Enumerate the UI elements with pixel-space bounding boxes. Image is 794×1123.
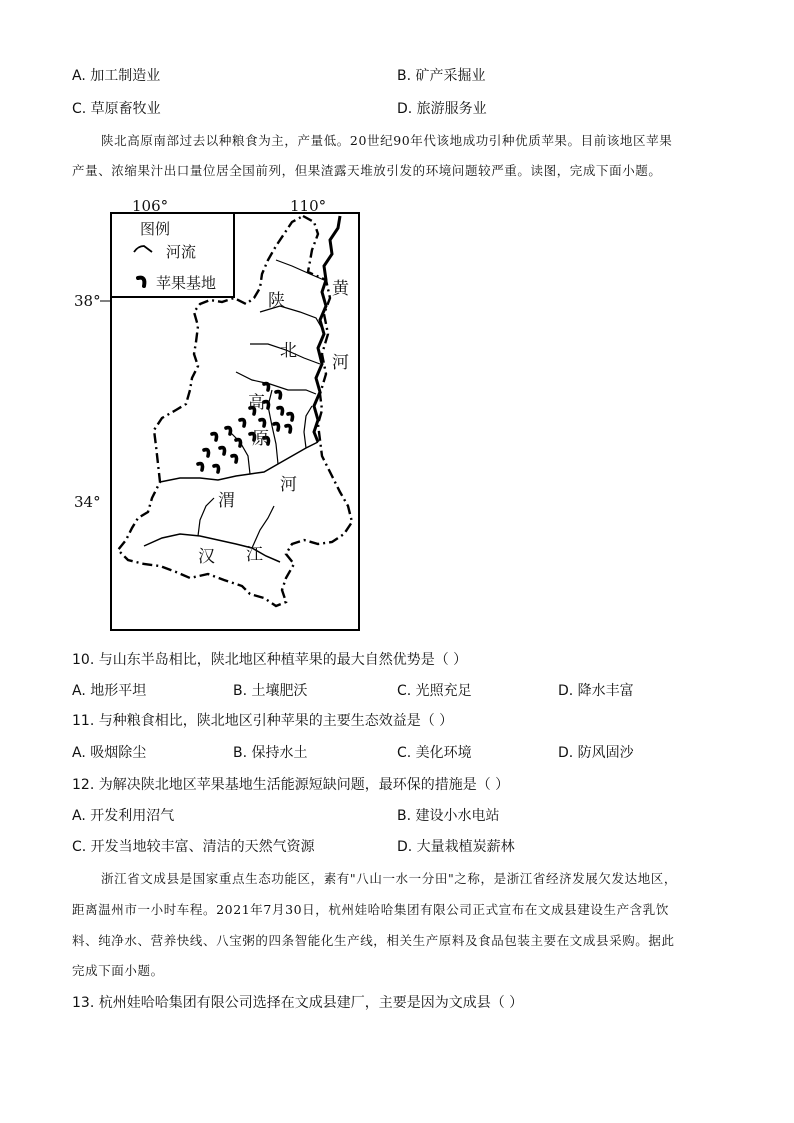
- q9-option-c: C. 草原畜牧业: [72, 101, 161, 117]
- q9-option-b: B. 矿产采掘业: [397, 68, 486, 84]
- label-he-wei: 河: [280, 475, 297, 495]
- lat-34-label: 34°: [74, 493, 101, 511]
- legend-apple-label: 苹果基地: [156, 274, 217, 292]
- label-bei: 北: [280, 341, 297, 361]
- q13-stem: 13. 杭州娃哈哈集团有限公司选择在文成县建厂，主要是因为文成县（ ）: [72, 995, 524, 1011]
- han-tributary-2: [252, 506, 274, 548]
- q9-option-d: D. 旅游服务业: [397, 101, 487, 117]
- q12-option-b: B. 建设小水电站: [397, 808, 500, 824]
- q10-stem: 10. 与山东半岛相比，陕北地区种植苹果的最大自然优势是（ ）: [72, 652, 468, 668]
- q10-option-c: C. 光照充足: [397, 683, 472, 699]
- label-gao: 高: [248, 393, 265, 413]
- label-huang: 黄: [332, 279, 349, 299]
- label-wei: 渭: [218, 491, 235, 511]
- q11-option-a: A. 吸烟除尘: [72, 745, 147, 761]
- passage2-line2: 距离温州市一小时车程。2021年7月30日，杭州娃哈哈集团有限公司正式宣布在文成县建设生产含乳饮: [72, 902, 669, 917]
- wei-tributary-3: [304, 406, 312, 448]
- q12-option-a: A. 开发利用沼气: [72, 808, 175, 824]
- lat-38-label: 38°: [74, 292, 101, 310]
- q10-option-d: D. 降水丰富: [558, 683, 634, 699]
- legend-title: 图例: [140, 220, 171, 238]
- label-yuan: 原: [252, 429, 269, 449]
- q10-option-b: B. 土壤肥沃: [233, 683, 308, 699]
- q9-option-a: A. 加工制造业: [72, 68, 161, 84]
- label-he-yellow: 河: [332, 353, 349, 373]
- q12-option-c: C. 开发当地较丰富、清洁的天然气资源: [72, 839, 315, 855]
- lon-110-label: 110°: [290, 197, 327, 215]
- apple-base-cluster: [198, 384, 293, 472]
- passage1-line1: 陕北高原南部过去以种粮食为主，产量低。20世纪90年代该地成功引种优质苹果。目前该地区苹果: [101, 133, 673, 148]
- label-shan: 陕: [268, 291, 285, 311]
- q10-option-a: A. 地形平坦: [72, 683, 147, 699]
- passage1-line2: 产量、浓缩果汁出口量位居全国前列，但果渣露天堆放引发的环境问题较严重。读图，完成下面小题。: [72, 163, 662, 178]
- legend-river-label: 河流: [166, 243, 197, 261]
- q12-stem: 12. 为解决陕北地区苹果基地生活能源短缺问题，最环保的措施是（ ）: [72, 777, 510, 793]
- passage2-line3: 料、纯净水、营养快线、八宝粥的四条智能化生产线，相关生产原料及食品包装主要在文成县采购。据此: [72, 933, 675, 948]
- q11-option-b: B. 保持水土: [233, 745, 308, 761]
- q11-option-d: D. 防风固沙: [558, 745, 634, 761]
- han-tributary-1: [198, 498, 214, 536]
- label-jiang: 江: [246, 545, 263, 565]
- wei-tributary-2: [268, 390, 278, 464]
- q12-option-d: D. 大量栽植炭薪林: [397, 839, 515, 855]
- label-han: 汉: [198, 547, 215, 567]
- passage2-line1: 浙江省文成县是国家重点生态功能区，素有"八山一水一分田"之称，是浙江省经济发展欠发达地区，: [101, 871, 678, 886]
- passage2-line4: 完成下面小题。: [72, 963, 164, 978]
- shaanxi-map: [74, 194, 370, 634]
- lon-106-label: 106°: [132, 197, 169, 215]
- q11-stem: 11. 与种粮食相比，陕北地区引种苹果的主要生态效益是（ ）: [72, 713, 454, 729]
- q11-option-c: C. 美化环境: [397, 745, 472, 761]
- north-river-1: [276, 260, 324, 280]
